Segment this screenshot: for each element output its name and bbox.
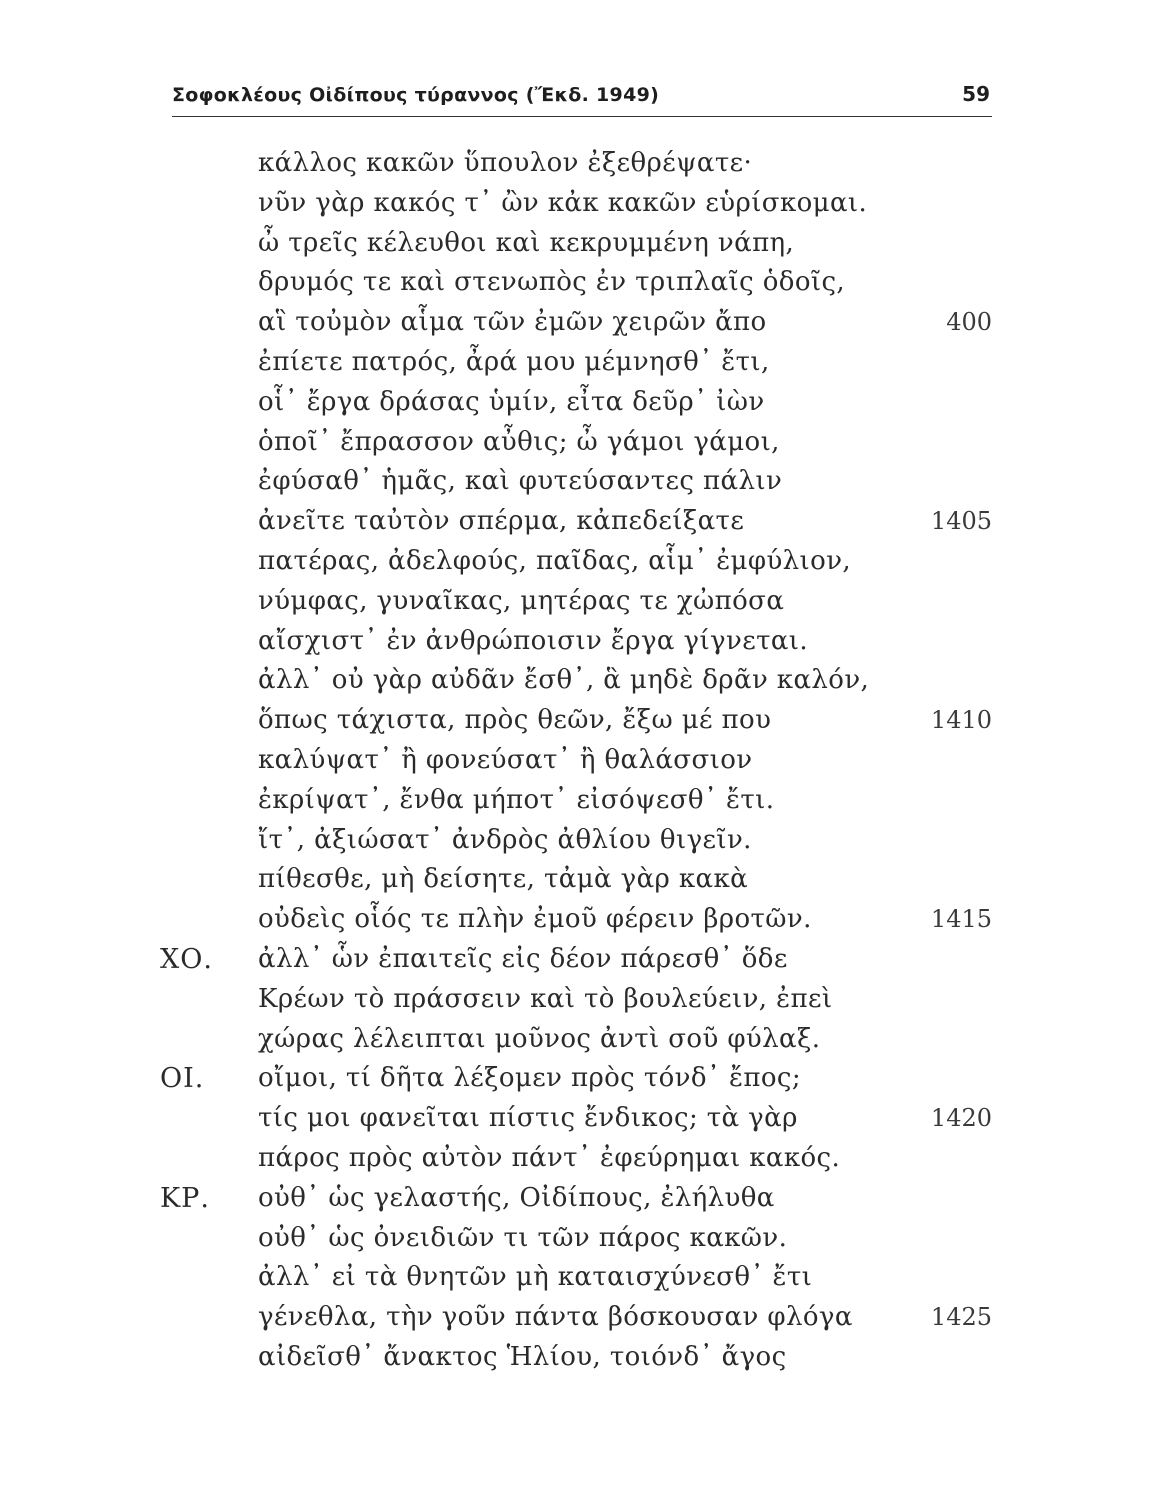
verse-text: οἴμοι, τί δῆτα λέξομεν πρὸς τόνδ᾽ ἔπος; (258, 1063, 801, 1094)
verse-line (160, 224, 1000, 264)
verse-line (160, 582, 1000, 622)
verse-text: Κρέων τὸ πράσσειν καὶ τὸ βουλεύειν, ἐπεὶ (258, 983, 833, 1014)
verse-text: ὦ τρεῖς κέλευθοι καὶ κεκρυμμένη νάπη, (258, 227, 795, 258)
header-rule (172, 116, 992, 117)
verse-text: ἀλλ᾽ εἰ τὰ θνητῶν μὴ καταισχύνεσθ᾽ ἔτι (258, 1262, 813, 1293)
verse-line (160, 343, 1000, 383)
header-title: Σοφοκλέους Οἰδίπους τύραννος (Ἔκδ. 1949) (172, 84, 660, 106)
verse-line (160, 303, 1000, 343)
line-number: 1405 (930, 507, 992, 536)
verse-line (160, 940, 1000, 980)
verse-text: αἴσχιστ᾽ ἐν ἀνθρώποισιν ἔργα γίγνεται. (258, 625, 809, 656)
verse-text: χώρας λέλειπται μοῦνος ἀντὶ σοῦ φύλαξ. (258, 1023, 821, 1054)
verse-text: κάλλος κακῶν ὕπουλον ἐξεθρέψατε· (258, 148, 753, 178)
verse-line (160, 144, 1000, 184)
verse-block (160, 144, 1000, 1378)
verse-line (160, 1099, 1000, 1139)
verse-text: νῦν γὰρ κακός τ᾽ ὢν κἀκ κακῶν εὑρίσκομαι. (258, 187, 868, 218)
verse-line (160, 383, 1000, 423)
verse-text: ἐπίετε πατρός, ἆρά μου μέμνησθ᾽ ἔτι, (258, 346, 770, 377)
verse-text: τίς μοι φανεῖται πίστις ἔνδικος; τὰ γὰρ (258, 1103, 798, 1134)
verse-text: ἐκρίψατ᾽, ἔνθα μήποτ᾽ εἰσόψεσθ᾽ ἔτι. (258, 784, 775, 815)
page-number: 59 (962, 82, 990, 106)
verse-line (160, 781, 1000, 821)
speaker-label: ΧΟ. (160, 943, 213, 975)
verse-line (160, 1059, 1000, 1099)
verse-line (160, 701, 1000, 741)
verse-line (160, 1219, 1000, 1259)
verse-text: αἰδεῖσθ᾽ ἄνακτος Ἡλίου, τοιόνδ᾽ ἄγος (258, 1341, 787, 1372)
verse-line (160, 1139, 1000, 1179)
verse-text: γένεθλα, τὴν γοῦν πάντα βόσκουσαν φλόγα (258, 1302, 853, 1333)
line-number: 1410 (930, 706, 992, 735)
verse-line (160, 1338, 1000, 1378)
line-number: 1420 (930, 1104, 992, 1133)
verse-text: ἀλλ᾽ οὐ γὰρ αὐδᾶν ἔσθ᾽, ἃ μηδὲ δρᾶν καλόν, (258, 665, 870, 696)
verse-line (160, 1298, 1000, 1338)
verse-line (160, 542, 1000, 582)
line-number: 1425 (930, 1303, 992, 1332)
verse-line (160, 1258, 1000, 1298)
verse-line (160, 661, 1000, 701)
verse-line (160, 263, 1000, 303)
verse-line (160, 502, 1000, 542)
verse-text: οὐθ᾽ ὡς ὀνειδιῶν τι τῶν πάρος κακῶν. (258, 1222, 788, 1253)
line-number: 400 (946, 308, 992, 337)
verse-text: πατέρας, ἀδελφούς, παῖδας, αἷμ᾽ ἐμφύλιον, (258, 545, 852, 576)
verse-line (160, 860, 1000, 900)
verse-line (160, 462, 1000, 502)
verse-line (160, 980, 1000, 1020)
verse-text: ὅπως τάχιστα, πρὸς θεῶν, ἔξω μέ που (258, 705, 772, 736)
speaker-label: ΚΡ. (160, 1182, 210, 1214)
verse-text: ἐφύσαθ᾽ ἡμᾶς, καὶ φυτεύσαντες πάλιν (258, 466, 783, 497)
verse-line (160, 423, 1000, 463)
verse-line (160, 184, 1000, 224)
verse-text: πίθεσθε, μὴ δείσητε, τἀμὰ γὰρ κακὰ (258, 864, 749, 895)
line-number: 1415 (930, 905, 992, 934)
verse-text: οὐδεὶς οἷός τε πλὴν ἐμοῦ φέρειν βροτῶν. (258, 904, 812, 935)
verse-text: ἴτ᾽, ἀξιώσατ᾽ ἀνδρὸς ἀθλίου θιγεῖν. (258, 824, 752, 855)
verse-text: οὐθ᾽ ὡς γελαστής, Οἰδίπους, ἐλήλυθα (258, 1182, 775, 1213)
verse-line (160, 1020, 1000, 1060)
verse-text: πάρος πρὸς αὐτὸν πάντ᾽ ἐφεύρημαι κακός. (258, 1142, 841, 1173)
speaker-label: ΟΙ. (160, 1063, 205, 1095)
verse-text: δρυμός τε καὶ στενωπὸς ἐν τριπλαῖς ὁδοῖς, (258, 267, 846, 298)
verse-text: αἳ τοὐμὸν αἷμα τῶν ἐμῶν χειρῶν ἄπο (258, 307, 767, 338)
verse-line (160, 622, 1000, 662)
verse-text: οἷ᾽ ἔργα δράσας ὑμίν, εἶτα δεῦρ᾽ ἰὼν (258, 386, 765, 417)
verse-line (160, 1179, 1000, 1219)
verse-text: νύμφας, γυναῖκας, μητέρας τε χὠπόσα (258, 585, 785, 616)
verse-line (160, 741, 1000, 781)
verse-text: καλύψατ᾽ ἢ φονεύσατ᾽ ἢ θαλάσσιον (258, 744, 753, 775)
verse-text: ὁποῖ᾽ ἔπρασσον αὖθις; ὦ γάμοι γάμοι, (258, 426, 780, 457)
verse-line (160, 821, 1000, 861)
running-header (172, 80, 992, 120)
verse-text: ἀλλ᾽ ὧν ἐπαιτεῖς εἰς δέον πάρεσθ᾽ ὅδε (258, 943, 788, 974)
verse-line (160, 900, 1000, 940)
verse-text: ἀνεῖτε ταὐτὸν σπέρμα, κἀπεδείξατε (258, 506, 745, 537)
